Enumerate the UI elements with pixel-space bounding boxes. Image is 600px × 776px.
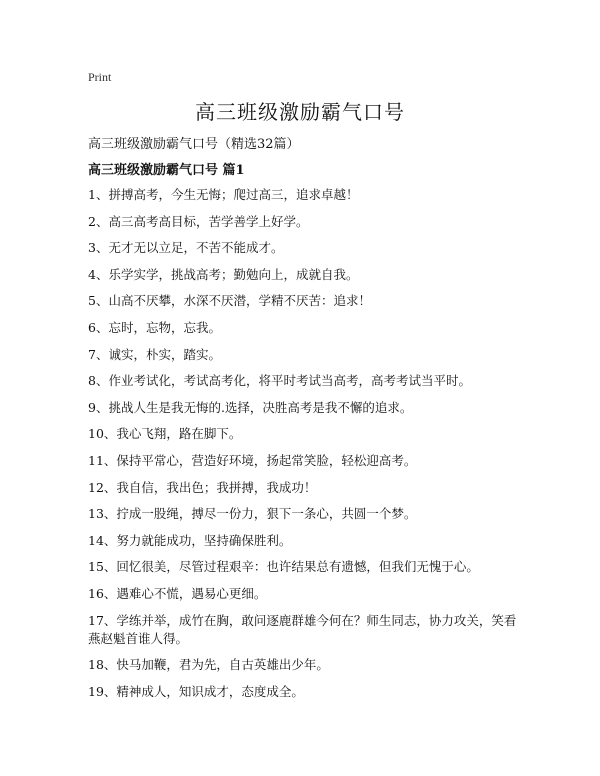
list-item: 9、挑战人生是我无悔的.选择，决胜高考是我不懈的追求。 [88, 399, 413, 415]
list-item: 4、乐学实学，挑战高考；勤勉向上，成就自我。 [88, 266, 359, 282]
list-item: 3、无才无以立足，不苦不能成才。 [88, 240, 284, 256]
list-item: 19、精神成人，知识成才，态度成全。 [88, 683, 304, 699]
page-title: 高三班级激励霸气口号 [195, 100, 405, 124]
list-item: 14、努力就能成功，坚持确保胜利。 [88, 532, 292, 548]
list-item: 1、拼搏高考，今生无悔；爬过高三，追求卓越！ [88, 187, 359, 202]
section-heading: 高三班级激励霸气口号 篇1 [88, 163, 245, 178]
slogan-list [88, 186, 528, 709]
list-item: 18、快马加鞭，君为先，自古英雄出少年。 [88, 657, 329, 673]
print-label: Print [88, 70, 112, 84]
list-item: 13、拧成一股绳，搏尽一份力，狠下一条心，共圆一个梦。 [88, 506, 417, 522]
list-item: 11、保持平常心，营造好环境，扬起常笑脸，轻松迎高考。 [88, 452, 417, 468]
list-item: 16、遇难心不慌，遇易心更细。 [88, 585, 267, 601]
list-item: 7、诚实，朴实，踏实。 [88, 346, 221, 362]
list-item: 6、忘时，忘物，忘我。 [88, 319, 221, 335]
list-item: 2、高三高考高目标，苦学善学上好学。 [88, 213, 309, 229]
list-item: 12、我自信，我出色；我拼搏，我成功！ [88, 479, 317, 495]
list-item: 17、学练并举，成竹在胸，敢问逐鹿群雄今何在？师生同志，协力攻关，笑看燕赵魁首谁人得。 [88, 612, 517, 646]
list-item: 10、我心飞翔，路在脚下。 [88, 426, 242, 442]
list-item: 5、山高不厌攀，水深不厌潜，学精不厌苦：追求！ [88, 293, 371, 309]
page-subtitle: 高三班级激励霸气口号（精选32篇） [88, 137, 300, 152]
list-item: 15、回忆很美，尽管过程艰辛：也许结果总有遗憾，但我们无愧于心。 [88, 559, 479, 575]
list-item: 8、作业考试化，考试高考化，将平时考试当高考，高考考试当平时。 [88, 373, 471, 389]
